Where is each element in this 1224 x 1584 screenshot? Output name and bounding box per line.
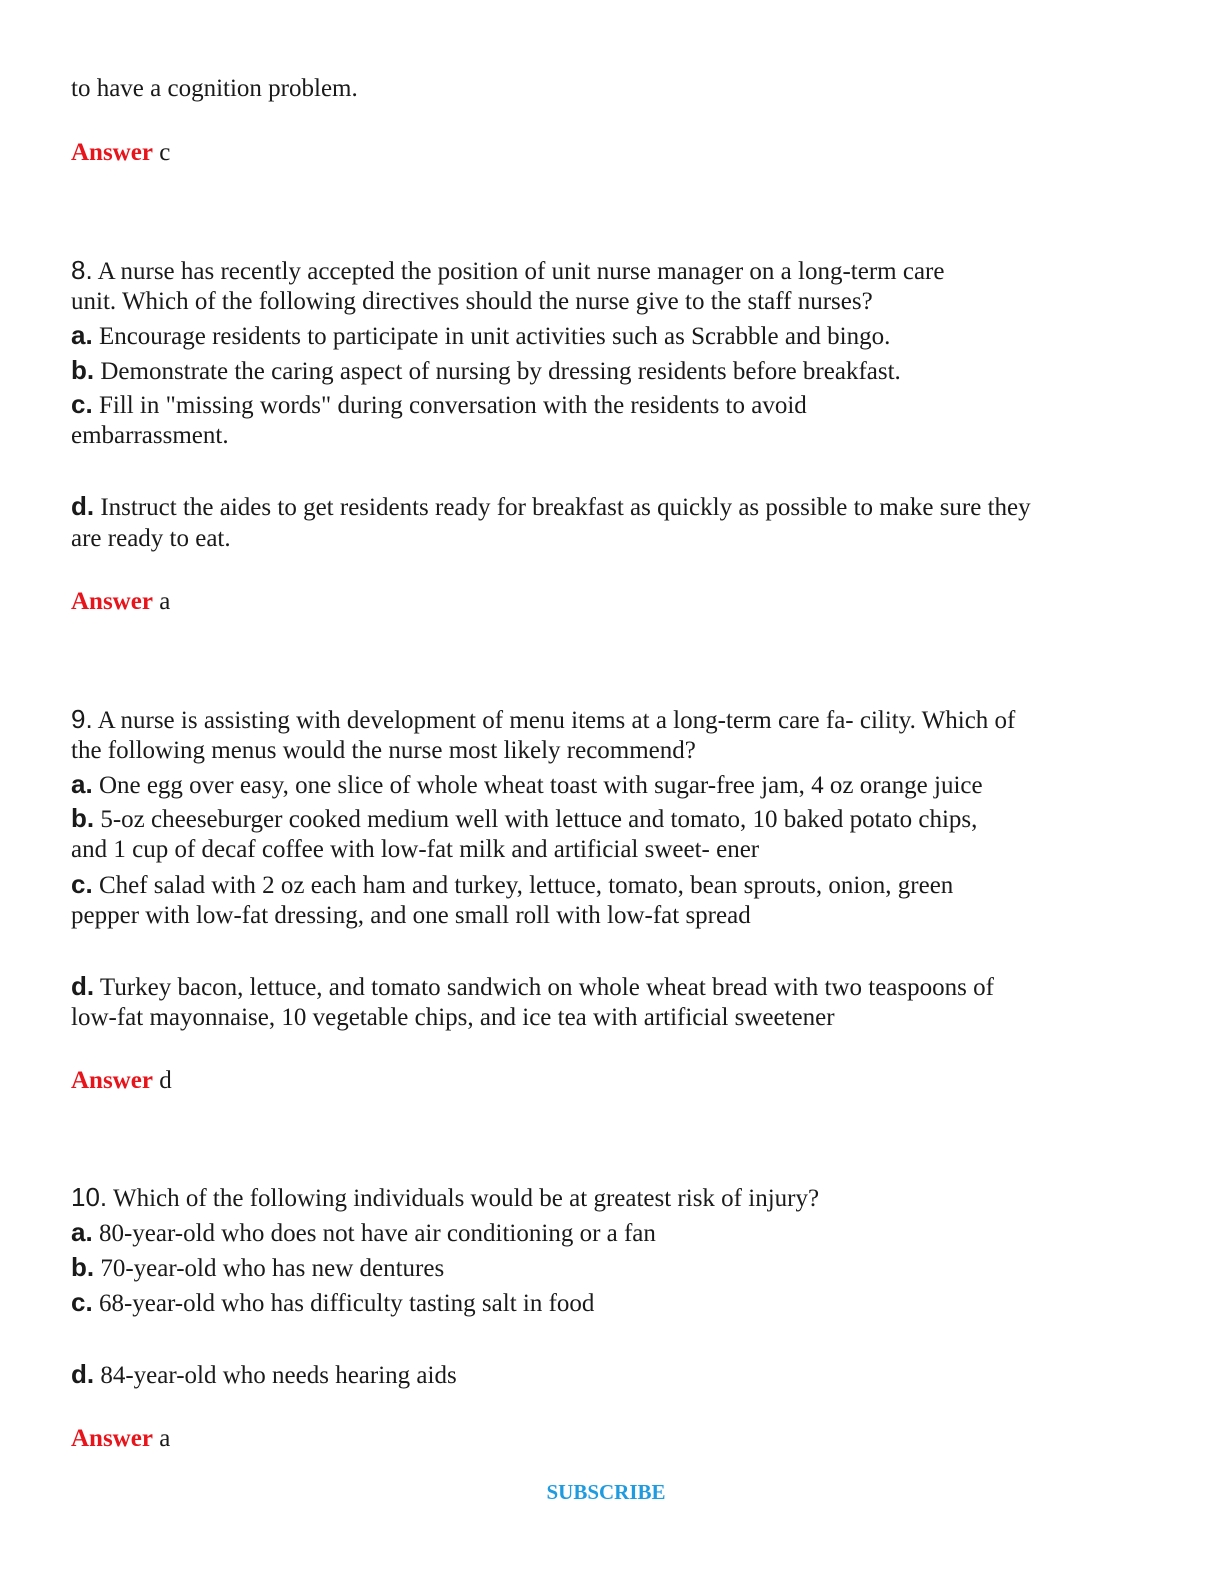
q9-number: 9. xyxy=(71,704,93,734)
option-label: d. xyxy=(71,971,95,1001)
q10-option-d xyxy=(71,1359,457,1391)
option-text: Encourage residents to participate in unit activities such as Scrabble and bingo. xyxy=(98,323,891,350)
q9-option-d-cont: low-fat mayonnaise, 10 vegetable chips, and ice tea with artificial sweetener xyxy=(71,1004,835,1031)
q9-stem-line1 xyxy=(71,704,1015,736)
option-label: b. xyxy=(71,1252,95,1282)
answer-label: Answer xyxy=(71,588,153,615)
answer-value: c xyxy=(159,139,171,166)
option-text: 70-year-old who has new dentures xyxy=(100,1255,445,1282)
q8-answer xyxy=(71,586,170,617)
answer-value: a xyxy=(159,1425,171,1452)
option-text: 5-oz cheeseburger cooked medium well with lettuce and tomato, 10 baked potato chips, xyxy=(100,806,978,833)
q8-option-d-cont: are ready to eat. xyxy=(71,525,231,552)
q8-option-b xyxy=(71,355,901,387)
q9-stem-line2: the following menus would the nurse most likely recommend? xyxy=(71,737,696,764)
q8-option-c-cont: embarrassment. xyxy=(71,422,229,449)
option-label: a. xyxy=(71,769,93,799)
option-text: Demonstrate the caring aspect of nursing by dressing residents before breakfast. xyxy=(100,358,901,385)
answer-label: Answer xyxy=(71,1425,153,1452)
option-label: a. xyxy=(71,320,93,350)
answer-label: Answer xyxy=(71,139,153,166)
q9-option-c-cont: pepper with low-fat dressing, and one small roll with low-fat spread xyxy=(71,902,751,929)
option-label: a. xyxy=(71,1217,93,1247)
q9-option-a xyxy=(71,769,983,801)
subscribe-link[interactable]: SUBSCRIBE xyxy=(546,1480,666,1504)
intro-answer xyxy=(71,137,170,168)
option-text: 84-year-old who needs hearing aids xyxy=(100,1362,457,1389)
q10-stem-text1: Which of the following individuals would be at greatest risk of injury? xyxy=(112,1185,820,1212)
q10-option-b xyxy=(71,1252,444,1284)
answer-value: d xyxy=(159,1067,172,1094)
option-text: 68-year-old who has difficulty tasting salt in food xyxy=(98,1290,595,1317)
q8-option-c xyxy=(71,389,807,421)
q9-option-d xyxy=(71,971,994,1003)
option-label: d. xyxy=(71,491,95,521)
option-label: c. xyxy=(71,389,93,419)
q9-option-b xyxy=(71,803,977,835)
q8-stem-line1 xyxy=(71,255,944,287)
option-label: c. xyxy=(71,1287,93,1317)
q8-number: 8. xyxy=(71,255,93,285)
answer-value: a xyxy=(159,588,171,615)
q10-stem-line1 xyxy=(71,1182,819,1214)
option-label: b. xyxy=(71,803,95,833)
option-label: d. xyxy=(71,1359,95,1389)
q9-answer xyxy=(71,1065,172,1096)
option-label: c. xyxy=(71,869,93,899)
q8-stem-line2: unit. Which of the following directives should the nurse give to the staff nurses? xyxy=(71,288,873,315)
option-text: Chef salad with 2 oz each ham and turkey, lettuce, tomato, bean sprouts, onion, green xyxy=(98,872,954,899)
option-text: One egg over easy, one slice of whole wheat toast with sugar-free jam, 4 oz orange juice xyxy=(98,772,983,799)
option-text: 80-year-old who does not have air conditioning or a fan xyxy=(98,1220,656,1247)
q10-answer xyxy=(71,1423,170,1454)
q8-stem-text1: A nurse has recently accepted the position of unit nurse manager on a long-term care xyxy=(97,258,945,285)
q10-number: 10. xyxy=(71,1182,108,1212)
intro-text: to have a cognition problem. xyxy=(71,75,358,102)
q9-option-b-cont: and 1 cup of decaf coffee with low-fat milk and artificial sweet- ener xyxy=(71,836,760,863)
answer-label: Answer xyxy=(71,1067,153,1094)
q9-stem-text1: A nurse is assisting with development of menu items at a long-term care fa- cility. Which of xyxy=(97,707,1016,734)
option-text: Instruct the aides to get residents ready for breakfast as quickly as possible to make sure they xyxy=(100,494,1031,521)
option-text: Fill in "missing words" during conversation with the residents to avoid xyxy=(98,392,807,419)
q8-option-a xyxy=(71,320,890,352)
q9-option-c xyxy=(71,869,953,901)
q8-option-d xyxy=(71,491,1031,523)
option-text: Turkey bacon, lettuce, and tomato sandwich on whole wheat bread with two teaspoons of xyxy=(99,974,994,1001)
option-label: b. xyxy=(71,355,95,385)
q10-option-a xyxy=(71,1217,656,1249)
q10-option-c xyxy=(71,1287,594,1319)
